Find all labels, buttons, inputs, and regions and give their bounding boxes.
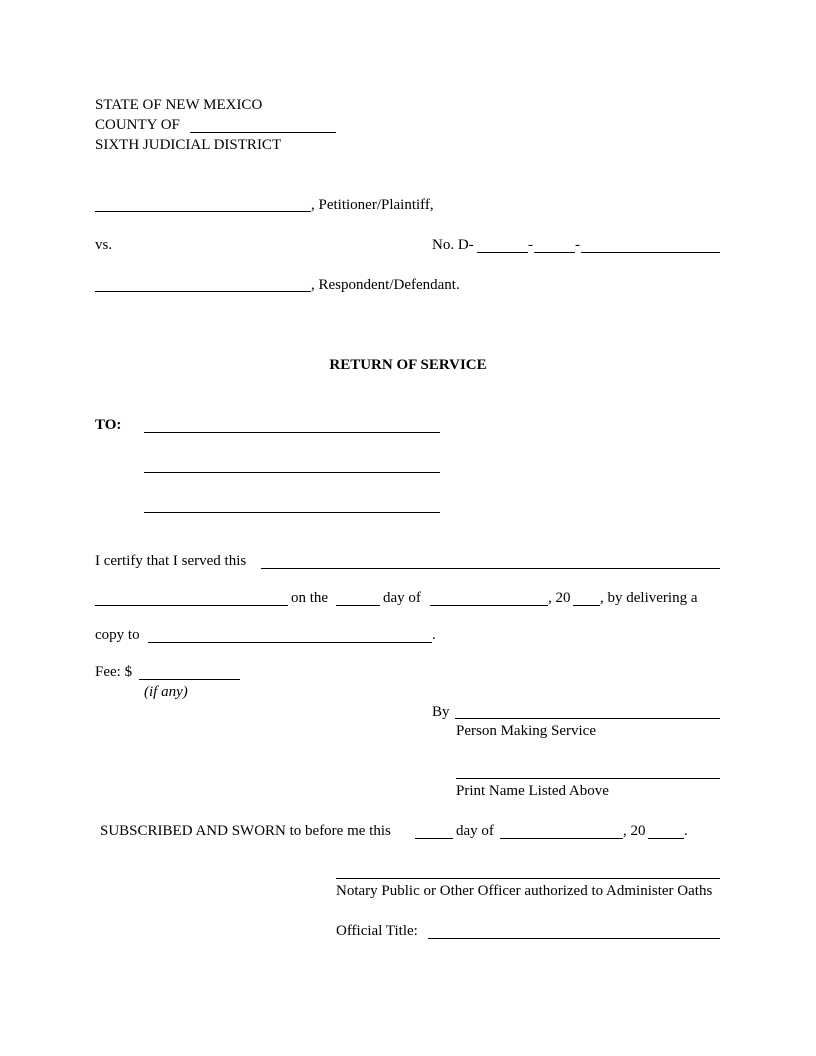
service-month-field[interactable] <box>430 605 548 606</box>
to-address-line-1[interactable] <box>144 432 440 433</box>
to-label: TO: <box>95 417 122 433</box>
print-name-label: Print Name Listed Above <box>456 783 609 799</box>
copy-to-period: . <box>432 627 436 643</box>
sworn-year-field[interactable] <box>648 838 684 839</box>
document-title: RETURN OF SERVICE <box>329 357 487 373</box>
petitioner-field[interactable] <box>95 211 311 212</box>
case-number-field-2[interactable] <box>534 252 575 253</box>
fee-label: Fee: $ <box>95 664 133 680</box>
day-of-label: day of <box>383 590 421 606</box>
by-delivering-label: , by delivering a <box>600 590 698 606</box>
vs-label: vs. <box>95 237 113 253</box>
case-number-label: No. D- <box>432 237 474 253</box>
state-heading: STATE OF NEW MEXICO <box>95 97 263 113</box>
person-making-service-label: Person Making Service <box>456 723 596 739</box>
sworn-text: SUBSCRIBED AND SWORN to before me this <box>100 823 391 839</box>
district-heading: SIXTH JUDICIAL DISTRICT <box>95 137 282 153</box>
service-year-field[interactable] <box>573 605 600 606</box>
fee-note: (if any) <box>144 684 188 700</box>
case-number-field-1[interactable] <box>477 252 528 253</box>
sworn-year-prefix: , 20 <box>623 823 646 839</box>
to-address-line-2[interactable] <box>144 472 440 473</box>
official-title-field[interactable] <box>428 938 720 939</box>
print-name-field[interactable] <box>456 778 720 779</box>
copy-to-label: copy to <box>95 627 140 643</box>
fee-field[interactable] <box>139 679 240 680</box>
case-number-field-3[interactable] <box>581 252 720 253</box>
certify-text: I certify that I served this <box>95 553 247 569</box>
year-prefix: , 20 <box>548 590 571 606</box>
sworn-day-of-label: day of <box>456 823 494 839</box>
service-day-field[interactable] <box>336 605 380 606</box>
petitioner-label: , Petitioner/Plaintiff, <box>311 197 434 213</box>
respondent-label: , Respondent/Defendant. <box>311 277 460 293</box>
county-label: COUNTY OF <box>95 117 180 133</box>
to-address-line-3[interactable] <box>144 512 440 513</box>
county-field[interactable] <box>190 132 336 133</box>
sworn-day-field[interactable] <box>415 838 453 839</box>
notary-label: Notary Public or Other Officer authorized to Administer Oaths <box>336 883 713 899</box>
sworn-month-field[interactable] <box>500 838 623 839</box>
server-signature-field[interactable] <box>455 718 720 719</box>
by-label: By <box>432 704 450 720</box>
case-number-dash: - <box>528 237 533 253</box>
copy-to-field[interactable] <box>148 642 432 643</box>
official-title-label: Official Title: <box>336 923 418 939</box>
served-document-field[interactable] <box>261 568 720 569</box>
served-by-field[interactable] <box>95 605 288 606</box>
respondent-field[interactable] <box>95 291 311 292</box>
notary-signature-field[interactable] <box>336 878 720 879</box>
sworn-period: . <box>684 823 688 839</box>
case-number-dash: - <box>575 237 580 253</box>
on-the-label: on the <box>291 590 329 606</box>
